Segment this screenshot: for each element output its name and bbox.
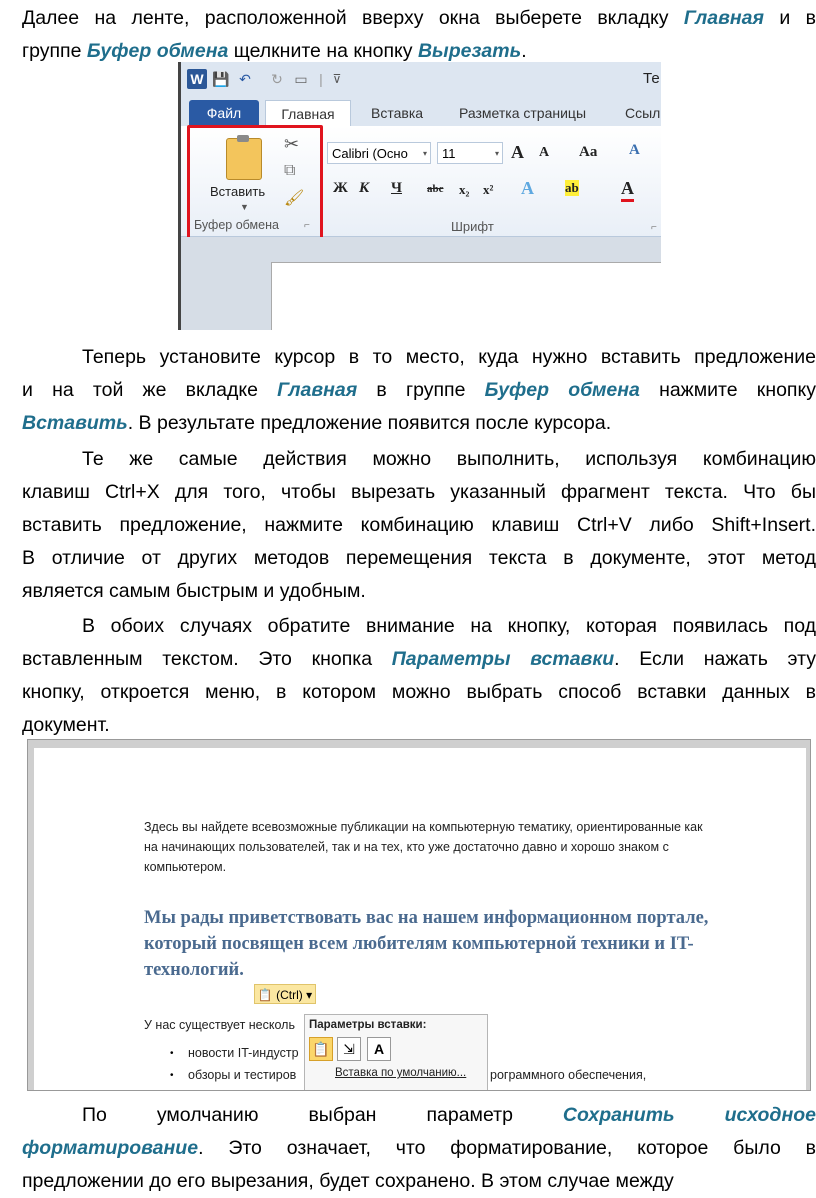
- set-default-paste-link[interactable]: Вставка по умолчанию...: [335, 1067, 467, 1079]
- font-size-select[interactable]: [437, 142, 503, 164]
- p3-line-4: В отличие от других методов перемещения текста в документе, этот метод: [22, 547, 816, 569]
- font-launcher-icon[interactable]: ⌐: [651, 222, 657, 233]
- quick-access-toolbar: [181, 62, 661, 97]
- chevron-down-icon: ▾: [494, 149, 499, 158]
- text: Далее на ленте, расположенной вверху окна выберете вкладку: [22, 7, 684, 29]
- copy-icon[interactable]: ⧉: [284, 162, 296, 179]
- tab-insert[interactable]: Вставка: [371, 105, 424, 121]
- text: . В результате предложение появится после курсора.: [127, 412, 612, 434]
- screenshot-top-border: [28, 740, 810, 748]
- customize-qat-icon[interactable]: ⊽: [332, 72, 342, 86]
- text: нажмите кнопку: [639, 379, 816, 401]
- p3-line-2: клавиш Ctrl+X для того, чтобы вырезать указанный фрагмент текста. Что бы: [22, 481, 816, 503]
- redo-icon[interactable]: ↻: [271, 71, 283, 87]
- keyword-keep-source: Сохранить исходное: [562, 1104, 816, 1126]
- p2-line-2: [22, 374, 816, 407]
- change-case-button[interactable]: Aa: [579, 144, 598, 160]
- text: . Если нажать эту: [614, 648, 816, 670]
- p4-line-1: В обоих случаях обратите внимание на кнопку, которая появилась под: [82, 615, 816, 637]
- paste-dropdown-icon[interactable]: ▼: [240, 202, 249, 212]
- bullet-icon: •: [170, 1070, 174, 1081]
- keyword-home: Главная: [683, 7, 764, 29]
- doc-text-line: компьютером.: [144, 860, 227, 874]
- document-page: [271, 262, 661, 330]
- paragraph-5: [22, 1099, 816, 1198]
- p5-line-2: [22, 1132, 816, 1165]
- doc-text-line: У нас существует несколь: [144, 1018, 295, 1032]
- p4-line-3: кнопку, откроется меню, в котором можно выбрать способ вставки данных в: [22, 681, 816, 703]
- p3-line-3: вставить предложение, нажмите комбинацию клавиш Ctrl+V либо Shift+Insert.: [22, 514, 816, 536]
- tab-page-layout[interactable]: Разметка страницы: [459, 105, 587, 121]
- doc-bullet-item: обзоры и тестиров: [188, 1068, 297, 1082]
- underline-button[interactable]: Ч: [391, 180, 403, 196]
- font-name-value: Calibri (Осно: [332, 146, 408, 161]
- paragraph-3: [22, 443, 816, 608]
- text: и в: [764, 7, 816, 29]
- cut-icon[interactable]: ✂: [284, 134, 300, 154]
- document-screenshot: [28, 740, 810, 1090]
- keyword-home: Главная: [277, 379, 358, 401]
- text: группе: [22, 40, 87, 62]
- keyword-paste: Вставить: [22, 412, 128, 434]
- font-color-icon[interactable]: A: [621, 178, 634, 202]
- doc-heading-line: технологий.: [144, 960, 244, 980]
- p1-line-1: [22, 2, 816, 35]
- paste-icon[interactable]: [226, 138, 262, 180]
- text: в группе: [357, 379, 485, 401]
- paragraph-2: [22, 341, 816, 440]
- paste-options-menu: [304, 1014, 488, 1090]
- extra-icon[interactable]: ▭: [294, 71, 308, 87]
- keyword-clipboard: Буфер обмена: [86, 40, 229, 62]
- doc-heading-line: который посвящен всем любителям компьютерной техники и IT-: [144, 934, 694, 954]
- text: По умолчанию выбран параметр: [82, 1104, 563, 1126]
- doc-bullet-item: новости IT-индустр: [188, 1046, 299, 1060]
- paste-options-button[interactable]: 📋 (Ctrl) ▾: [254, 984, 316, 1004]
- strikethrough-button[interactable]: abc: [427, 183, 444, 195]
- highlight-icon[interactable]: ab: [565, 180, 579, 195]
- keyword-formatting: форматирование: [22, 1137, 199, 1159]
- p4-line-4: документ.: [22, 714, 110, 736]
- subscript-button[interactable]: x₂: [459, 182, 470, 197]
- clipboard-group-label: Буфер обмена: [194, 218, 279, 232]
- italic-button[interactable]: К: [359, 180, 370, 196]
- keep-text-only-icon[interactable]: A: [367, 1037, 391, 1061]
- paste-button[interactable]: Вставить: [210, 184, 266, 199]
- p3-line-5: является самым быстрым и удобным.: [22, 580, 366, 602]
- font-name-select[interactable]: [327, 142, 431, 164]
- qat-separator: |: [319, 71, 323, 87]
- paste-menu-title: Параметры вставки:: [309, 1019, 427, 1031]
- keyword-cut: Вырезать: [417, 40, 522, 62]
- tab-references[interactable]: Ссыл: [625, 105, 661, 121]
- tab-home[interactable]: Главная: [265, 100, 351, 127]
- clipboard-group: [187, 125, 323, 243]
- text-effects-icon[interactable]: A: [521, 178, 534, 198]
- text: вставленным текстом. Это кнопка: [22, 648, 392, 670]
- p5-line-3: предложении до его вырезания, будет сохранено. В этом случае между: [22, 1170, 674, 1192]
- clipboard-launcher-icon[interactable]: ⌐: [304, 220, 310, 231]
- text: щелкните на кнопку: [228, 40, 418, 62]
- shrink-font-button[interactable]: A: [539, 145, 550, 160]
- p2-line-1: Теперь установите курсор в то место, куда нужно вставить предложение: [82, 346, 816, 368]
- ribbon-screenshot: [178, 62, 661, 330]
- keyword-paste-options: Параметры вставки: [391, 648, 615, 670]
- bullet-icon: •: [170, 1048, 174, 1059]
- tab-file[interactable]: Файл: [189, 100, 259, 126]
- clear-format-icon[interactable]: A: [629, 142, 640, 158]
- p2-line-3: [22, 407, 816, 440]
- doc-text-line: на начинающих пользователей, так и на тех, кто уже достаточно давно и хорошо знаком с: [144, 840, 669, 854]
- p4-line-2: [22, 643, 816, 676]
- word-icon[interactable]: W: [187, 69, 207, 89]
- p3-line-1: Те же самые действия можно выполнить, используя комбинацию: [82, 448, 816, 470]
- font-group-label: Шрифт: [451, 219, 494, 234]
- doc-bullet-item-tail: рограммного обеспечения,: [490, 1068, 647, 1082]
- p5-line-1: [22, 1099, 816, 1132]
- doc-heading-line: Мы рады приветствовать вас на нашем информационном портале,: [144, 908, 709, 928]
- paragraph-1: [22, 2, 816, 68]
- text: и на той же вкладке: [22, 379, 278, 401]
- grow-font-button[interactable]: A: [511, 142, 524, 162]
- font-size-value: 11: [442, 146, 456, 161]
- save-icon[interactable]: 💾: [212, 71, 230, 87]
- paragraph-4: [22, 610, 816, 742]
- undo-icon[interactable]: ↶: [239, 71, 251, 87]
- superscript-button[interactable]: x²: [483, 182, 494, 197]
- merge-formatting-icon[interactable]: ⇲: [337, 1037, 361, 1061]
- format-painter-icon[interactable]: 🖌: [284, 190, 305, 207]
- ribbon-tabs: [181, 96, 661, 126]
- window-title: Те: [643, 70, 660, 87]
- keep-source-formatting-icon[interactable]: 📋: [309, 1037, 333, 1061]
- keyword-clipboard: Буфер обмена: [484, 379, 640, 401]
- chevron-down-icon: ▾: [422, 149, 427, 158]
- bold-button[interactable]: Ж: [333, 180, 348, 196]
- text: . Это означает, что форматирование, которое было в: [198, 1137, 816, 1159]
- text: .: [521, 40, 527, 62]
- doc-text-line: Здесь вы найдете всевозможные публикации на компьютерную тематику, ориентированные как: [144, 820, 703, 834]
